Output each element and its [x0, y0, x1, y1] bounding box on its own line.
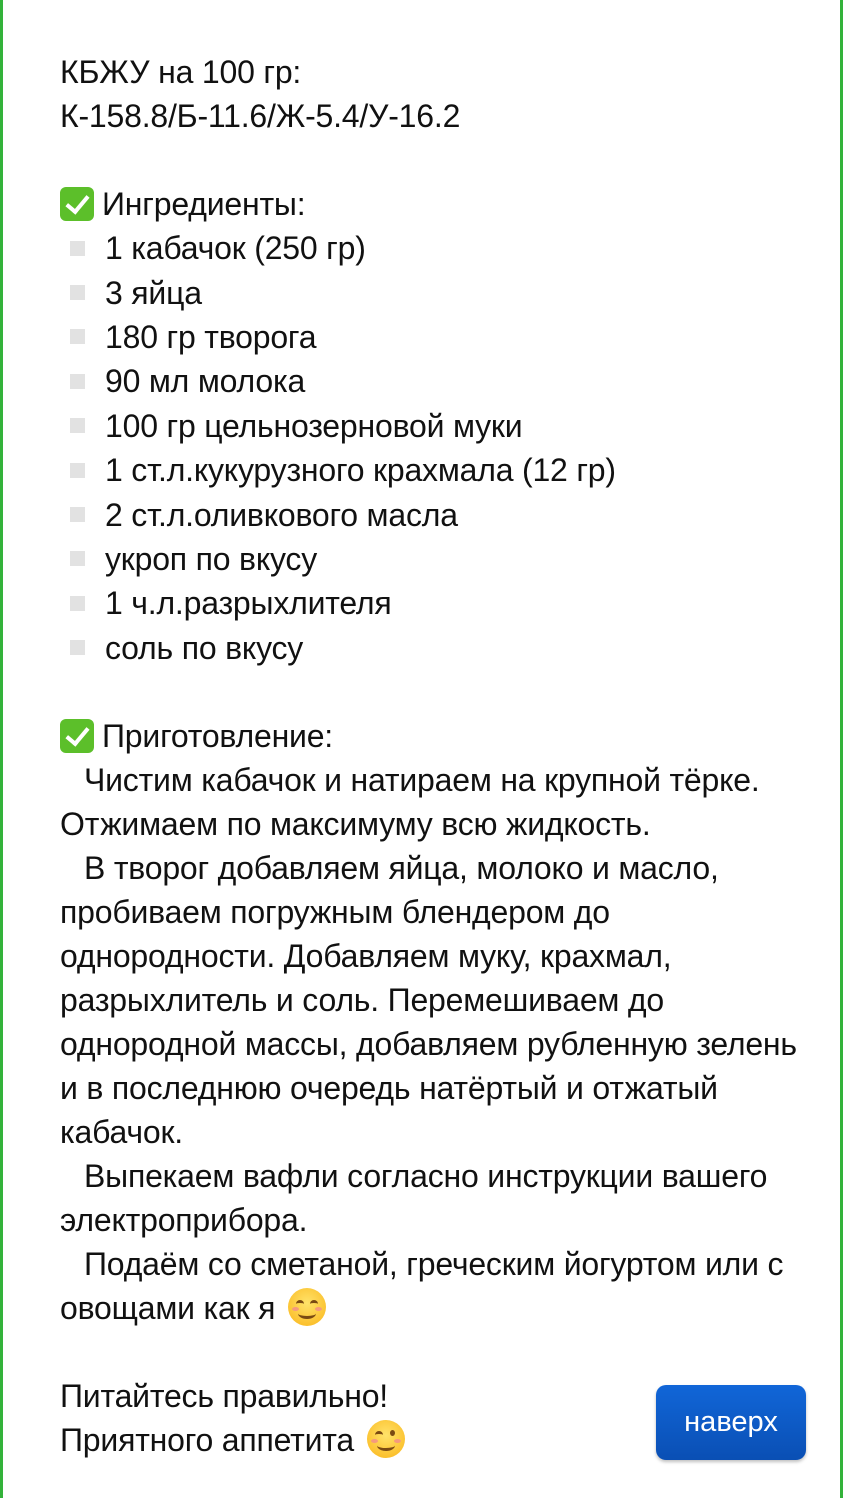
list-item [60, 315, 820, 359]
list-item [60, 537, 820, 581]
bullet-square-icon [70, 374, 85, 389]
nutrition-values: К-158.8/Б-11.6/Ж-5.4/У-16.2 [60, 98, 461, 134]
smiling-face-icon [288, 1288, 326, 1326]
ingredient-text: 2 ст.л.оливкового масла [105, 496, 458, 533]
list-item [60, 492, 820, 536]
list-item [60, 626, 820, 670]
ingredient-list [60, 226, 820, 670]
preparation-step: Выпекаем вафли согласно инструкции вашего электроприбора. [60, 1157, 768, 1238]
ingredient-text: 1 кабачок (250 гр) [105, 230, 366, 267]
preparation-step-last [60, 1242, 800, 1330]
bullet-square-icon [70, 463, 85, 478]
nutrition-header: КБЖУ на 100 гр: [60, 54, 302, 90]
bullet-square-icon [70, 285, 85, 300]
ingredient-text: 100 гр цельнозерновой муки [105, 407, 523, 444]
list-item [60, 404, 820, 448]
ingredients-heading [60, 182, 820, 226]
bullet-square-icon [70, 507, 85, 522]
ingredient-text: 180 гр творога [105, 318, 317, 355]
preparation-heading [60, 714, 820, 758]
ingredient-text: 90 мл молока [105, 363, 306, 400]
footer-line-2-text: Приятного аппетита [60, 1421, 354, 1458]
list-item [60, 448, 820, 492]
bullet-square-icon [70, 596, 85, 611]
list-item [60, 270, 820, 314]
ingredient-text: 1 ст.л.кукурузного крахмала (12 гр) [105, 452, 616, 489]
ingredient-text: укроп по вкусу [105, 540, 318, 577]
ingredient-text: 3 яйца [105, 274, 202, 311]
scroll-to-top-button[interactable]: наверх [656, 1385, 806, 1460]
recipe-text [60, 50, 820, 1462]
preparation-step-text: Подаём со сметаной, греческим йогуртом или с овощами как я [60, 1245, 784, 1326]
bullet-square-icon [70, 329, 85, 344]
ingredient-text: 1 ч.л.разрыхлителя [105, 585, 392, 622]
bullet-square-icon [70, 241, 85, 256]
list-item [60, 581, 820, 625]
ingredient-text: соль по вкусу [105, 629, 304, 666]
check-mark-icon [60, 719, 94, 753]
list-item [60, 359, 820, 403]
list-item [60, 226, 820, 270]
bullet-square-icon [70, 640, 85, 655]
ingredients-heading-label: Ингредиенты: [102, 186, 306, 222]
footer-line-1: Питайтесь правильно! [60, 1377, 389, 1414]
winking-face-icon [367, 1420, 405, 1458]
bullet-square-icon [70, 551, 85, 566]
bullet-square-icon [70, 418, 85, 433]
preparation-step: В творог добавляем яйца, молоко и масло, пробиваем погружным блендером до однородности. Добавляем муку, крахмал, разрыхлитель и соль. Перемешиваем до однородной массы, добавляем рубленную зелень и в последнюю очередь натёртый и отжатый кабачок. [60, 849, 797, 1150]
preparation-heading-label: Приготовление: [102, 717, 333, 754]
preparation-step: Чистим кабачок и натираем на крупной тёрке. Отжимаем по максимуму всю жидкость. [60, 761, 760, 842]
check-mark-icon [60, 187, 94, 221]
